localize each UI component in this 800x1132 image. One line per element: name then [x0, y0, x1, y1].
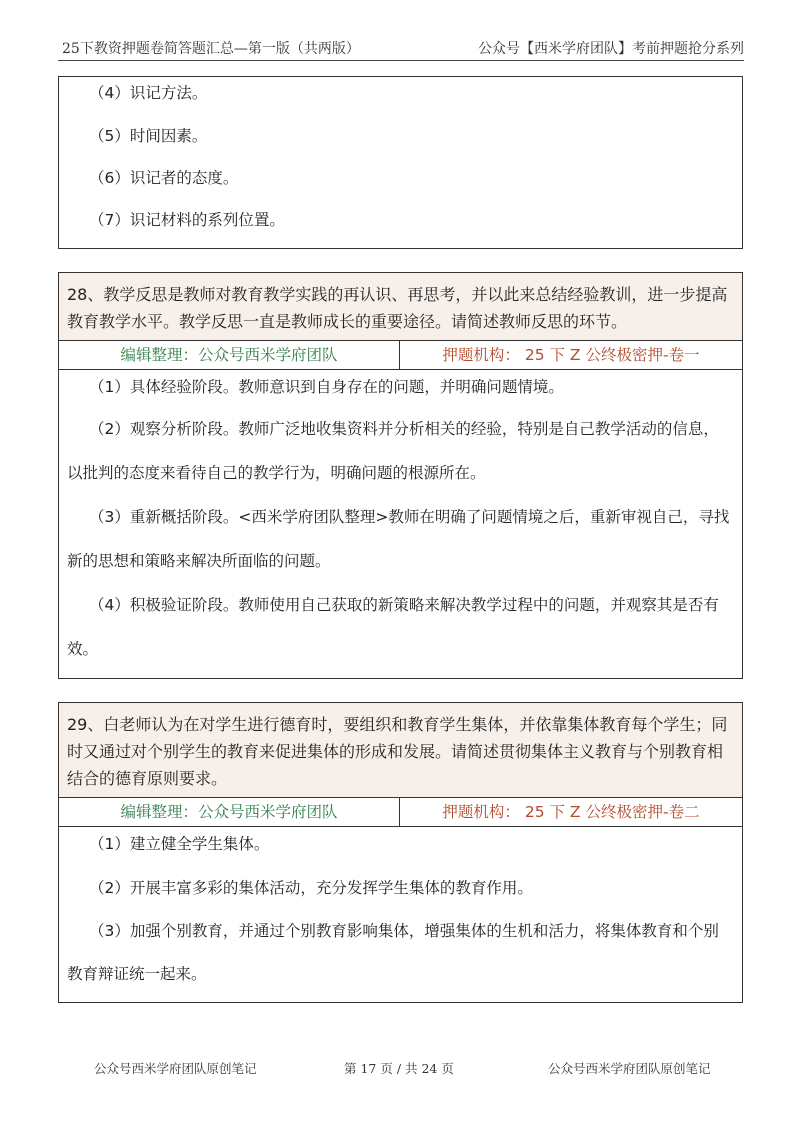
- answer-item: （6）识记者的态度。: [89, 169, 239, 187]
- page-header: [58, 38, 744, 58]
- answer-line: （1）建立健全学生集体。: [89, 835, 270, 853]
- answer-line: 教育辩证统一起来。: [67, 965, 207, 983]
- header-divider: [58, 60, 744, 61]
- source-label: 押题机构： 25 下 Z 公终极密押-卷二: [442, 803, 700, 821]
- question-line: 时又通过对个别学生的教育来促进集体的形成和发展。请简述贯彻集体主义教育与个别教育相: [67, 742, 724, 761]
- question-line: 29、白老师认为在对学生进行德育时，要组织和教育学生集体，并依靠集体教育每个学生；同: [67, 715, 728, 734]
- question-28-text: [59, 273, 742, 341]
- answer-line: （1）具体经验阶段。教师意识到自身存在的问题，并明确问题情境。: [89, 378, 564, 396]
- footer-left-note: 公众号西米学府团队原创笔记: [94, 1061, 257, 1076]
- question-line: 教育教学水平。教学反思一直是教师成长的重要途径。请简述教师反思的环节。: [67, 312, 628, 331]
- answer-item: （7）识记材料的系列位置。: [89, 211, 285, 229]
- question-29-text: [59, 703, 742, 798]
- source-label: 押题机构： 25 下 Z 公终极密押-卷一: [442, 346, 700, 364]
- editor-credit: 编辑整理：公众号西米学府团队: [59, 341, 400, 369]
- question-line: 28、教学反思是教师对教育教学实践的再认识、再思考，并以此来总结经验教训，进一步提高: [67, 285, 728, 304]
- answer-item: （4）识记方法。: [89, 84, 208, 102]
- question-28-meta-row: [59, 341, 742, 370]
- question-29-meta-row: [59, 798, 742, 827]
- answer-line: （2）开展丰富多彩的集体活动，充分发挥学生集体的教育作用。: [89, 879, 533, 897]
- answer-line: （4）积极验证阶段。教师使用自己获取的新策略来解决教学过程中的问题，并观察其是否有: [89, 596, 719, 614]
- header-series: 公众号【西米学府团队】考前押题抢分系列: [478, 41, 744, 57]
- answer-line: （3）加强个别教育，并通过个别教育影响集体，增强集体的生机和活力，将集体教育和个别: [89, 922, 719, 940]
- header-title: 25下教资押题卷简答题汇总—第一版（共两版）: [62, 41, 360, 57]
- question-29-box: [58, 702, 743, 1003]
- answer-item: （5）时间因素。: [89, 127, 208, 145]
- question-28-box: [58, 272, 743, 679]
- previous-answer-box: [58, 76, 743, 249]
- page-number: 第 17 页 / 共 24 页: [344, 1061, 454, 1076]
- answer-line: 新的思想和策略来解决所面临的问题。: [67, 552, 331, 570]
- answer-line: （3）重新概括阶段。<西米学府团队整理>教师在明确了问题情境之后，重新审视自己，寻找: [89, 508, 730, 526]
- editor-credit: 编辑整理：公众号西米学府团队: [59, 798, 400, 826]
- answer-line: 效。: [67, 640, 99, 658]
- footer-right-note: 公众号西米学府团队原创笔记: [548, 1061, 711, 1076]
- question-line: 结合的德育原则要求。: [67, 769, 228, 788]
- answer-line: （2）观察分析阶段。教师广泛地收集资料并分析相关的经验，特别是自己教学活动的信息，: [89, 420, 719, 438]
- answer-line: 以批判的态度来看待自己的教学行为，明确问题的根源所在。: [67, 464, 486, 482]
